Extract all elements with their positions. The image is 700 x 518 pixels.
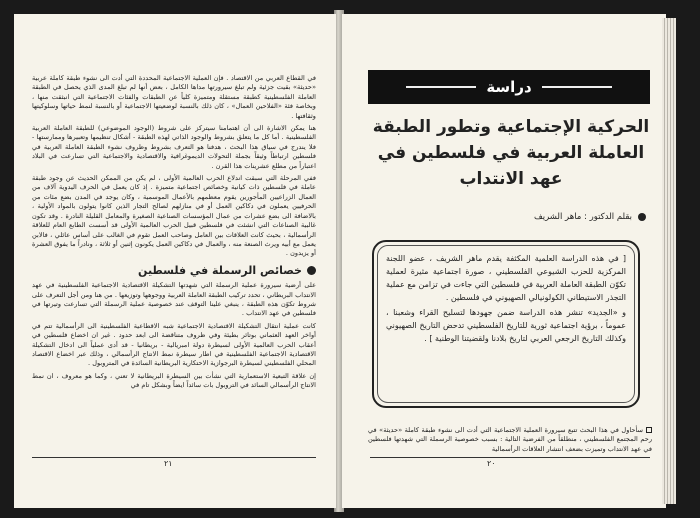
byline: [386, 212, 646, 222]
left-paragraph-6: إن علاقة التبعية الاستعمارية التي نشأت بين السيطرة البريطانية لا تعني ، وكما هو معروف ، ان نمط الانتاج الرأسمالي السائد في التروبول بات سائداً ايضاً وبشكل تام في: [32, 371, 316, 390]
banner-rule-right: [542, 86, 612, 88]
banner-label: دراسة: [486, 78, 532, 96]
right-bottom-paragraph: سأحاول في هذا البحث تتبع سيرورة العملية الاجتماعية التي أدت الى نشوء طبقة كاملة «حديثة» في رحم المجتمع الفلسطيني ، منطلقاً من الفرضية التالية : بسبب خصوصية الرسملة التي شهدتها فلسطين في عهد الانتداب وتميزت بضعف انتشار العلاقات الرأسمالية: [368, 426, 652, 453]
left-paragraph-4: على أرضية سيرورة عملية الرسملة التي شهدتها التشكيلة الاقتصادية الاجتماعية الفلسطينية في عهد الانتداب البريطاني ، تحدد تركيب الطبقة العاملة العربية ووجوهها وتوزيعها . من هنا ومن أجل التعرف على شروط تكوّن هذه الطبقة ، ينبغي علينا التوقف عند خصوصية عملية الرسملة التي تسارعت وتيرتها في فلسطين في عهد الانتداب .: [32, 281, 316, 318]
left-paragraph-2: هنا يمكن الاشارة الى أن اهتمامنا سيتركز على شروط (الوجود الموضوعي) للطبقة العاملة العربية الفلسطينية . أما كل ما يتعلق بشروط والوجود الذاتي لهذه الطبقة - أشكال تنظيمها وتعبيرها وممارستها - فلا يندرج في سياق هذا البحث ، هدفنا هو التعرف بشروط وظروف نشوء الطبقة العاملة العربية في فلسطين ارتباطاً وثيقاً بجملة التحولات الديموغرافية والاقتصادية والاجتماعية التي تسارعت في البلاد اعتباراً من مطلع عشرينات هذا القرن .: [32, 124, 316, 170]
page-edges: [662, 18, 676, 504]
bullet-icon: [307, 266, 316, 275]
article-title: الحركية الإجتماعية وتطور الطبقة العاملة العربية في فلسطين في عهد الانتداب: [372, 117, 650, 189]
right-page: [342, 14, 666, 508]
left-page: [14, 14, 336, 508]
page-number-right: ٢٠: [487, 459, 496, 468]
section-banner: [368, 70, 650, 104]
abstract-text: [386, 252, 626, 345]
left-paragraph-3: ففي المرحلة التي سبقت اندلاع الحرب العالمية الأولى ، لم يكن من الممكن الحديث عن وجود طبقة عاملة في فلسطين ذات كيانية وخصائص اجتماعية متميزة . إذ كان يعمل في الحرف اليدوية آلاف من العمال الزراعيين المأجورين يقوم معظمهم بالأعمال الموسمية ، وكان يوجد في المدن بضع مئات من الحرفيين يعملون في دكاكين العمل أو في منازلهم لصالح التجار الذين كانوا يتولون بالمواد الأولية ، بالاضافة الى بضع عشرات من عمال المؤسسات الصناعية الصغيرة والمعامل القليلة النادرة . وقد تكون غالبية الصناعات التي انشئت في فلسطين قبيل الحرب العالمية الأولى قد أسست الطابع العام للعلاقة الرأسمالية ، بحيث كانت العلاقات بين العامل وصاحب العمل تقوم في الغالب على أساس عائلي ، فالابن يعمل مع أبيه ويرث الصنعة منه ، والعمال في دكاكين العمل يكونون إثنين أو ثلاثة ، ونادراً ما يفوق العشرة أو يزيدون .: [32, 174, 316, 258]
byline-text: بقلم الدكتور : ماهر الشريف: [533, 212, 632, 222]
footer-rule: [370, 457, 650, 458]
footer-rule: [32, 457, 316, 458]
square-bullet-icon: [646, 427, 652, 433]
right-bottom-text: [368, 426, 652, 454]
left-page-text-column: [32, 74, 316, 394]
bullet-icon: [638, 213, 646, 221]
abstract-paragraph-1: [ في هذه الدراسة العلمية المكثفة يقدم ماهر الشريف ، عضو اللجنة المركزية للحزب الشيوعي الفلسطيني ، صورة اجتماعية مثيرة لعملية تكوّن الطبقة العاملة العربية في فلسطين التي جاءت في تزامن مع عملية التجذر الاستيطاني الكولونيالي الصهيوني في فلسطين .: [386, 254, 626, 302]
left-paragraph-5: كانت عملية انتقال التشكيلة الاقتصادية الاجتماعية شبه الاقطاعية الفلسطينية الى الرأسمالية تتم في أواخر العهد العثماني بوتائر بطيئة وفي ظروف متناقضة الى ابعد حدود . غير ان اخضاع فلسطين في أعقاب الحرب العالمية الأولى لسيطرة دولة امبريالية - بريطانيا - قد أدى عملياً الى ادخال التشكيلة الاقتصادية الاجتماعية الفلسطينية في اطار سيطرة نمط الانتاج الرأسمالي ، وذلك عبر اخضاع الاقتصاد المحلي الفلسطيني لسيطرة البرجوازية الاحتكارية البريطانية السائدة في المتروبول .: [32, 321, 316, 368]
abstract-paragraph-2: و «الجديد» تنشر هذه الدراسة ضمن جهودها لتسليح القراء وشعبنا ، عموماً ، برؤية اجتماعية ثورية للتاريخ الفلسطيني تدحض التاريخ الصهيوني وكذلك التاريخ الرجعي العربي لتاريخ بلادنا ولقضيتنا الوطنية ] .: [386, 308, 626, 343]
abstract-box: [372, 240, 640, 408]
banner-rule-left: [406, 86, 476, 88]
left-paragraph-1: في القطاع العربي من الاقتصاد . فإن العملية الاجتماعية المحددة التي أدت الى نشوء طبقة كاملة عربية «حديثة» بقيت جزئية ولم تبلغ سيرورتها مداها الكامل ، بعض أنها لم تبلغ المدى الذي يحصل في الطبقة العاملة الفلسطينية كطبقة مستقلة ومتميزة كلياً عن الطبقات والفئات الاجتماعية التي انبثقت منها ، وبخاصة فئة «الفلاحين العمال» ، كان ذلك بالنسبة لوضعيتها الاجتماعية أو بالنسبة لنمط حياتها وسلوكيتها وثقافتها .: [32, 74, 316, 120]
section-heading-text: خصائص الرسملة في فلسطين: [138, 263, 302, 277]
page-number-left: ٢١: [164, 459, 173, 468]
section-heading: [32, 263, 316, 277]
